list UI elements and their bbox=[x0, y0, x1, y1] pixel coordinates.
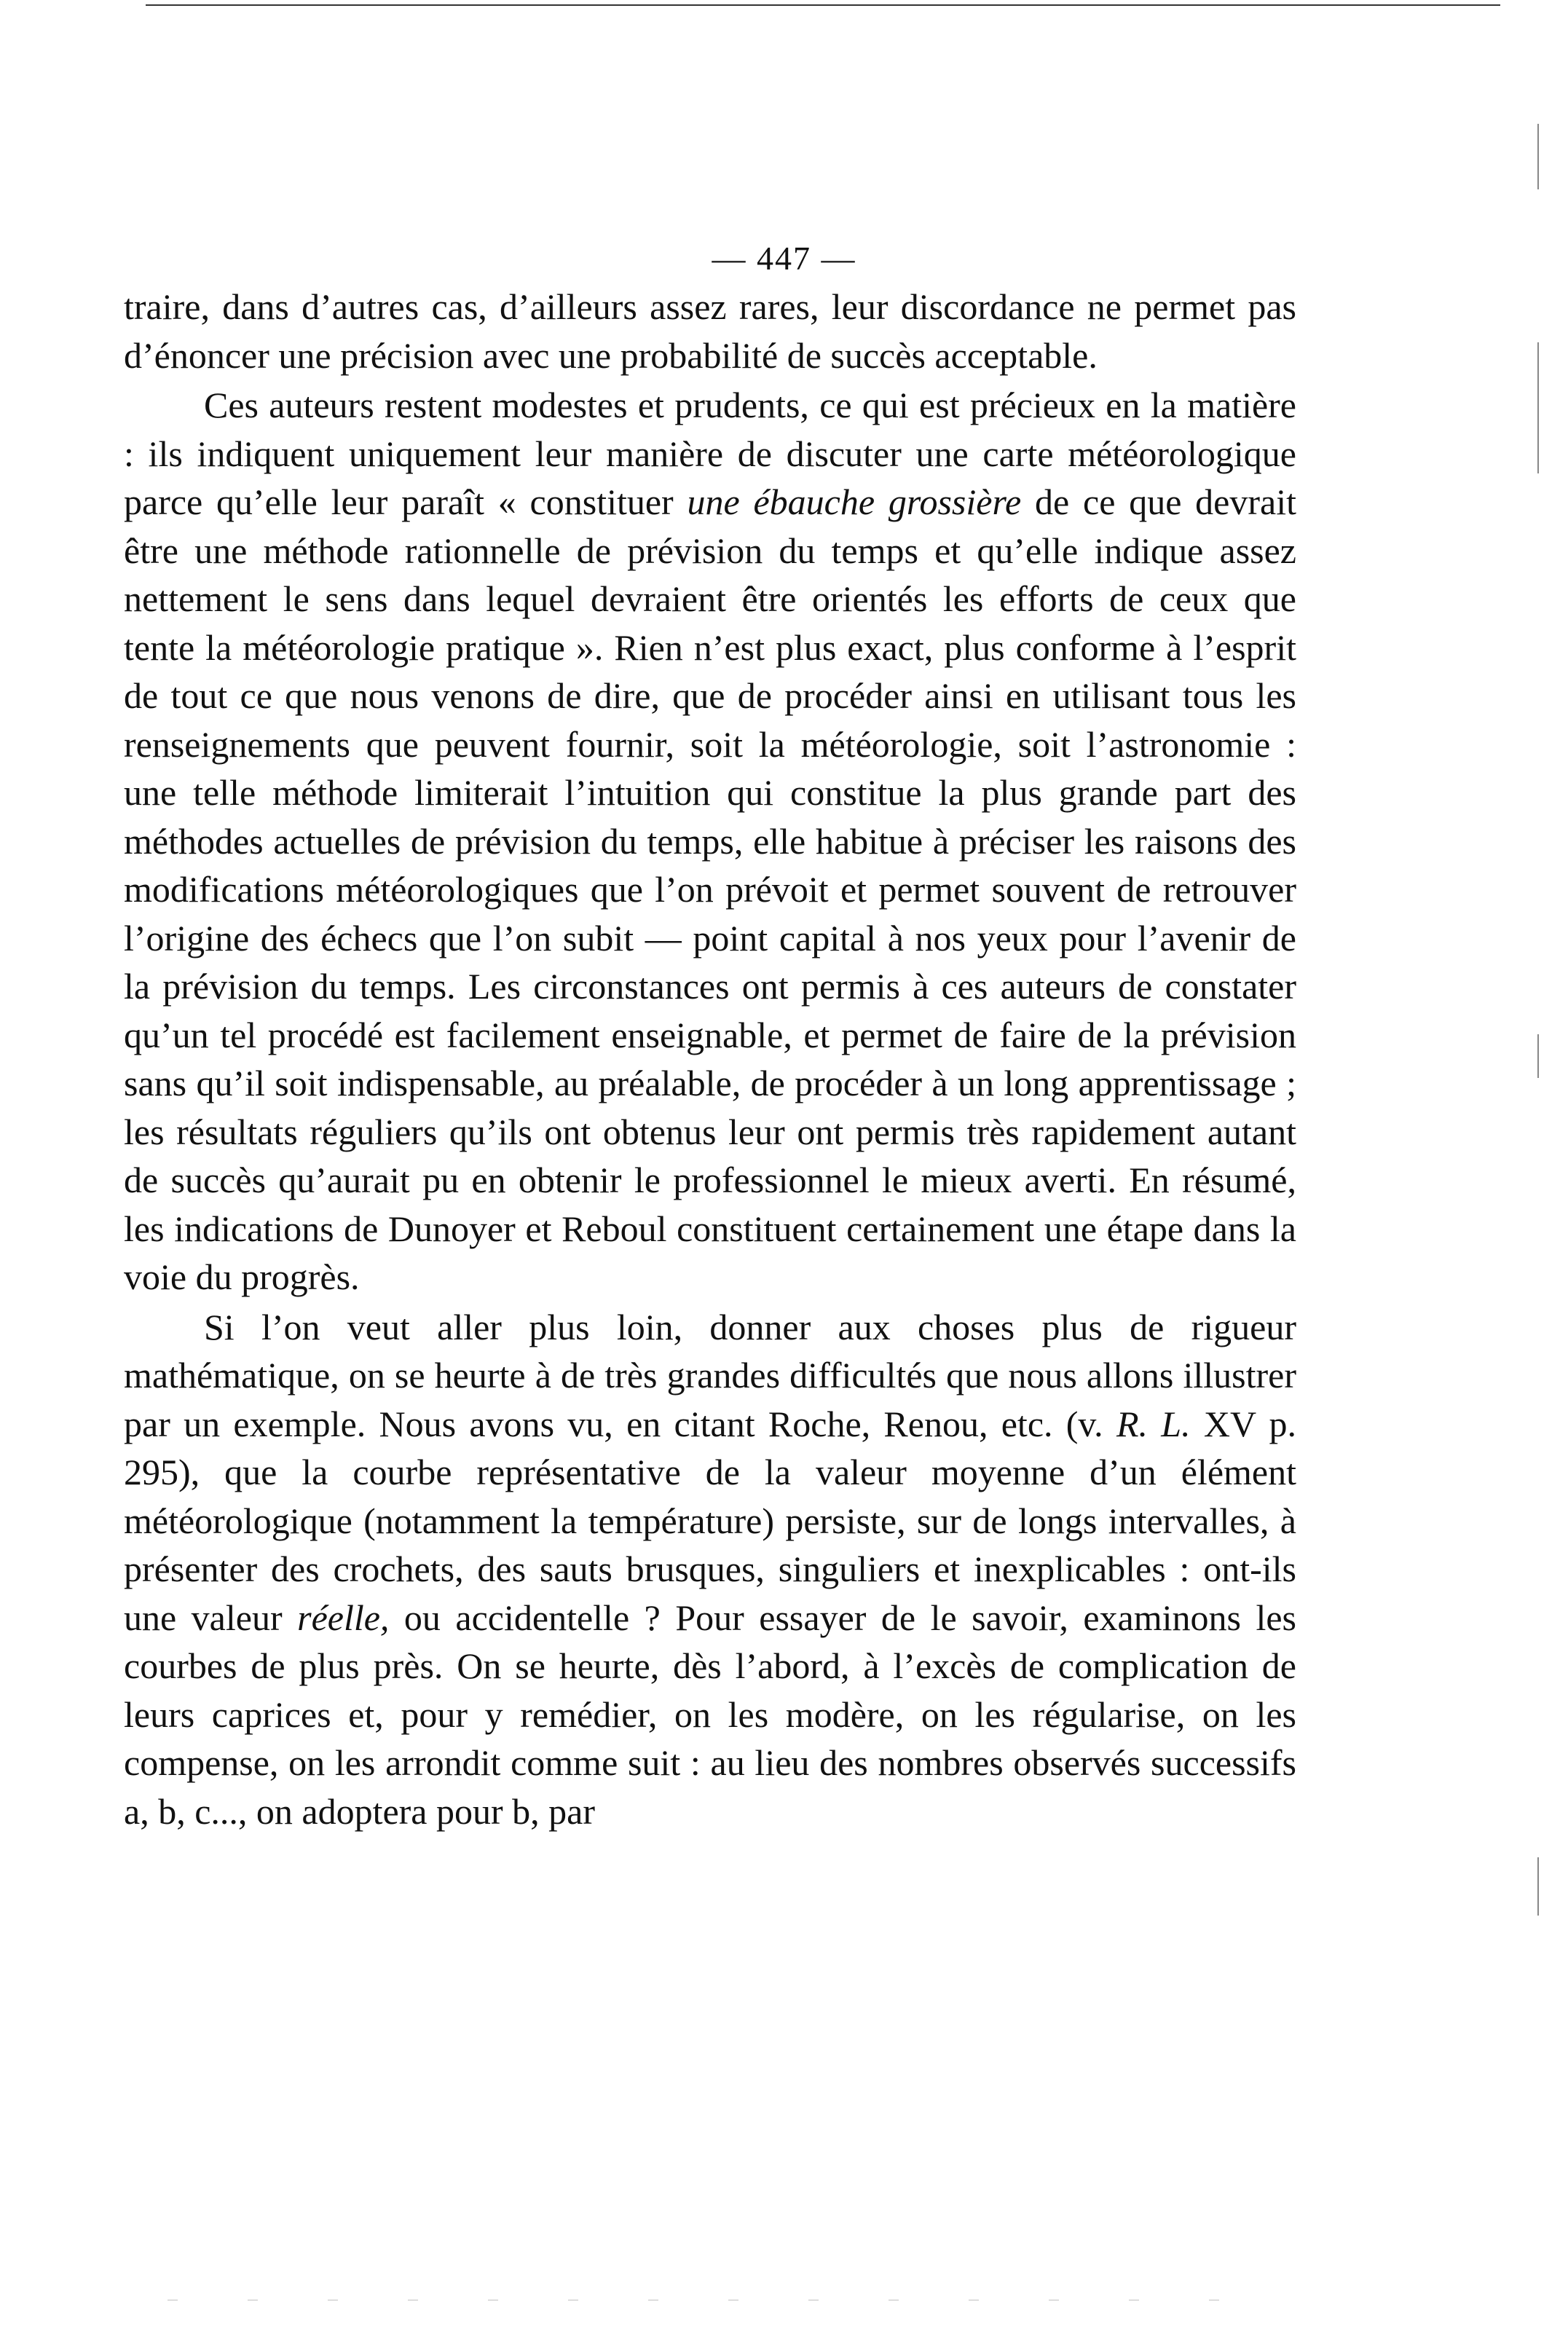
scan-top-rule bbox=[146, 4, 1500, 6]
text-segment: ou accidentelle ? Pour essayer de le savoir, examinons les courbes de plus près. On se heurte, dès l’abord, à l’excès de complication de leurs caprices et, pour y remédier, on les modère, on les régularise, on les compense, on les arrondit comme suit : au lieu des nombres observés successifs a, b, c..., on adoptera pour b, par bbox=[124, 1597, 1296, 1832]
scan-edge-mark bbox=[1537, 342, 1539, 473]
text-segment: Si l’on veut aller plus loin, donner aux choses plus de rigueur mathématique, on se heurte à de très grandes difficultés que nous allons illustrer par un exemple. Nous avons vu, en citant Roche, Renou, etc. (v. bbox=[124, 1306, 1296, 1444]
body-text bbox=[124, 283, 1296, 1835]
paragraph-3 bbox=[124, 1303, 1296, 1836]
scan-bottom-noise bbox=[168, 2299, 1260, 2301]
italic-reference: R. L. bbox=[1116, 1403, 1191, 1444]
scan-edge-mark bbox=[1537, 1034, 1539, 1078]
text-segment: traire, dans d’autres cas, d’ailleurs assez rares, leur discordance ne permet pas d’énoncer une précision avec une probabilité de succès acceptable. bbox=[124, 286, 1296, 376]
paragraph-1 bbox=[124, 283, 1296, 379]
text-segment: Ces auteurs restent modestes et prudents, ce qui est précieux en la matière : ils indiquent uniquement leur manière de discuter une carte météorologique parce qu’elle leur paraît « constituer bbox=[124, 385, 1296, 522]
italic-word: réelle, bbox=[297, 1597, 390, 1638]
paragraph-2 bbox=[124, 381, 1296, 1302]
scan-edge-mark bbox=[1537, 1857, 1539, 1916]
scan-edge-mark bbox=[1537, 124, 1539, 189]
italic-quote: une ébauche grossière bbox=[687, 481, 1022, 522]
text-segment: XV p. 295), que la courbe représentative de la valeur moyenne d’un élément météorologique (notamment la température) persiste, sur de longs intervalles, à présenter des crochets, des sauts brusques, singuliers et inexplicables : ont-ils une valeur bbox=[124, 1403, 1296, 1638]
text-segment: de ce que devrait être une méthode rationnelle de prévision du temps et qu’elle indique assez nettement le sens dans lequel devraient être orientés les efforts de ceux que tente la météorologie pratique ». Rien n’est plus exact, plus conforme à l’esprit de tout ce que nous venons de dire, que de procéder ainsi en utilisant tous les renseignements que peuvent fournir, soit la météorologie, soit l’astronomie : une telle méthode limiterait l’intuition qui constitue la plus grande part des méthodes actuelles de prévision du temps, elle habitue à préciser les raisons des modifications météorologiques que l’on prévoit et permet souvent de retrouver l’origine des échecs que l’on subit — point capital à nos yeux pour l’avenir de la prévision du temps. Les circonstances ont permis à ces auteurs de constater qu’un tel procédé est facilement enseignable, et permet de faire de la prévision sans qu’il soit indispensable, au préalable, de procéder à un long apprentissage ; les résultats réguliers qu’ils ont obtenus leur ont permis très rapidement autant de succès qu’aurait pu en obtenir le professionnel le mieux averti. En résumé, les indications de Dunoyer et Reboul constituent certainement une étape dans la voie du progrès. bbox=[124, 481, 1296, 1297]
page-number: — 447 — bbox=[712, 240, 856, 277]
